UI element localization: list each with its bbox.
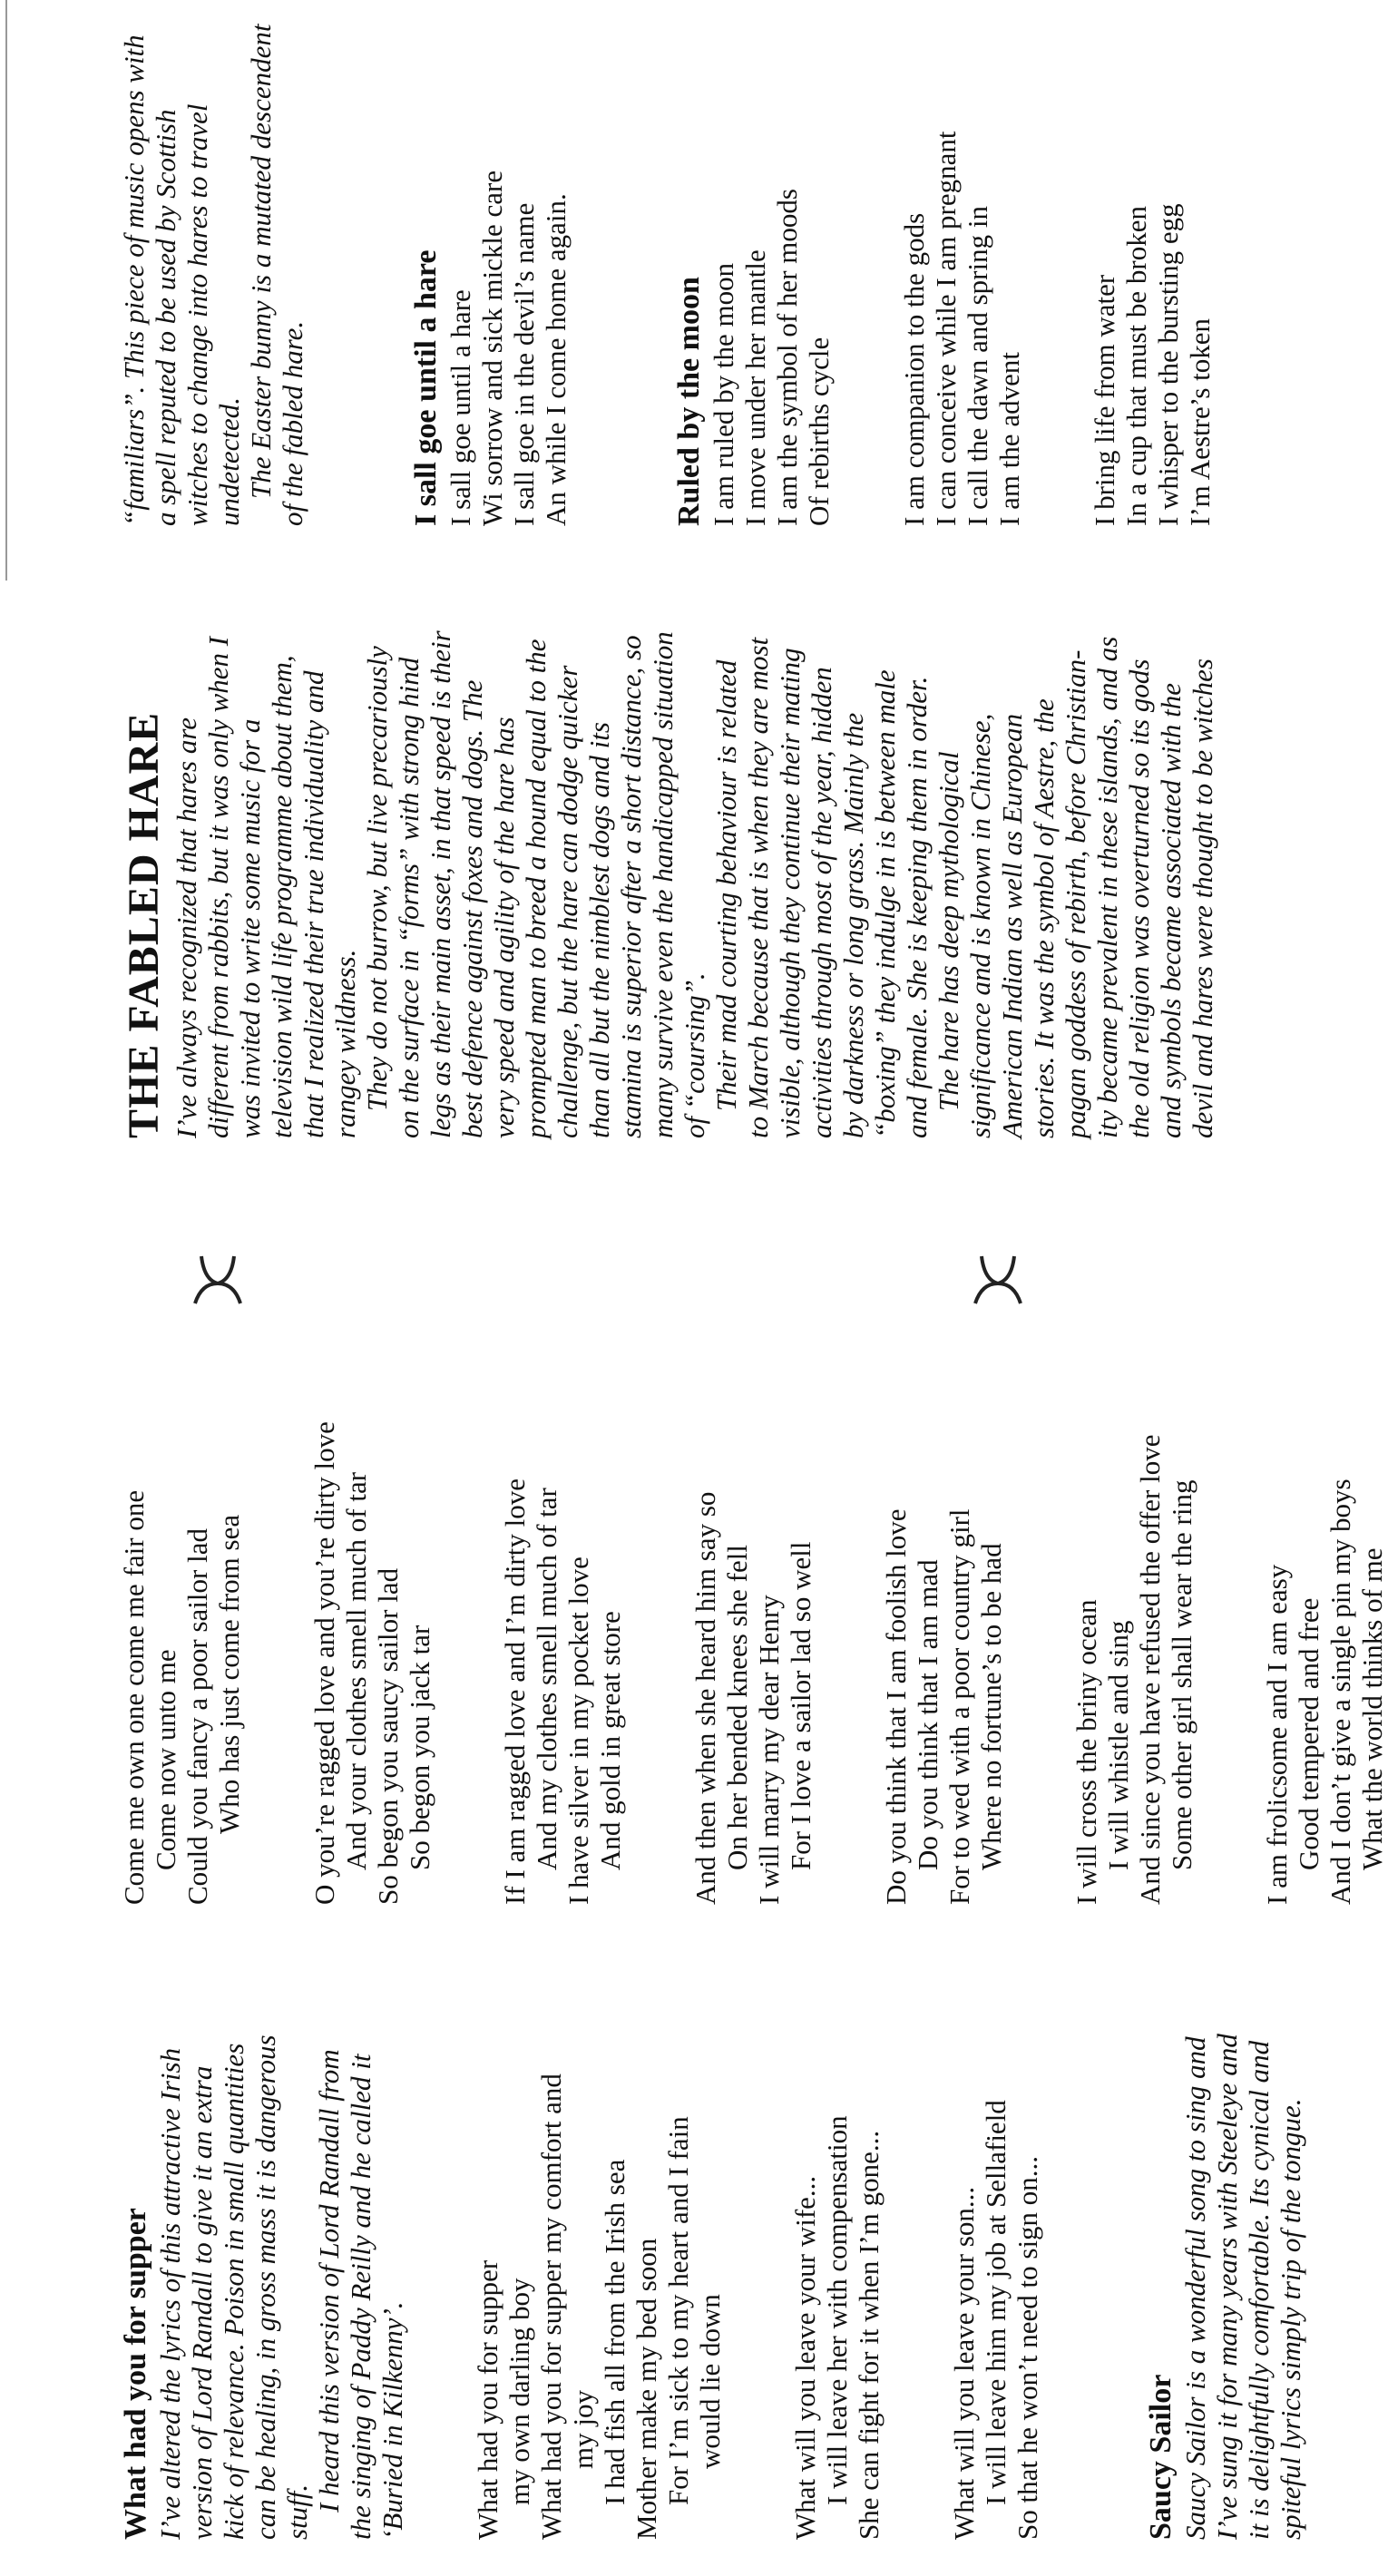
text-line: of “coursing”. — [679, 972, 710, 1138]
verse — [898, 0, 1025, 526]
text-line: Their mad courting behaviour is related — [710, 659, 742, 1111]
text-line: Who has just come from sea — [213, 1514, 245, 1834]
verse — [308, 1161, 435, 1905]
column-hare-spell — [118, 0, 1216, 526]
verse — [445, 0, 572, 526]
text-line: television wild life programme about them, — [266, 655, 298, 1138]
text-line: I whisper to the bursting egg — [1152, 203, 1184, 526]
text-line: activities through most of the year, hidden — [806, 667, 837, 1138]
column-saucy-sailor-lyrics — [118, 1161, 1388, 1905]
article-title: THE FABLED HARE — [120, 711, 168, 1138]
fold-mark — [971, 1247, 1025, 1311]
text-line: than all but the nimblest dogs and its — [583, 722, 615, 1138]
text-line: I will whistle and sing — [1102, 1620, 1134, 1870]
text-line: I heard this version of Lord Randall from — [313, 2049, 345, 2513]
text-line: different from rabbits, but it was only when I — [202, 636, 234, 1138]
text-line: What will you leave your wife... — [789, 2175, 821, 2540]
text-line: pagan goddess of rebirth, before Christian- — [1060, 649, 1091, 1138]
text-line: O you’re ragged love and you’re dirty love — [308, 1421, 340, 1905]
verse — [789, 2005, 885, 2540]
paragraph — [245, 0, 308, 526]
text-line: Mother make my bed soon — [630, 2238, 662, 2540]
text-line: Some other girl shall wear the ring — [1166, 1479, 1197, 1870]
text-line: Come now unto me — [150, 1649, 181, 1870]
text-line: Saucy Sailor is a wonderful song to sing and — [1179, 2036, 1211, 2540]
text-line: And since you have refused the offer love — [1134, 1434, 1166, 1905]
text-line: very speed and agility of the hare has — [488, 717, 520, 1138]
text-line: So begon you saucy sailor lad — [372, 1567, 404, 1905]
text-line: On her bended knees she fell — [721, 1545, 753, 1870]
song-title: Saucy Sailor — [1144, 2374, 1178, 2540]
text-line: best defence against foxes and dogs. The — [456, 679, 488, 1138]
text-line: the singing of Paddy Reilly and he called it — [345, 2054, 376, 2540]
paragraph — [118, 0, 245, 526]
scan-edge-line — [0, 0, 7, 581]
text-line: ity became prevalent in these islands, and as — [1091, 636, 1123, 1138]
text-line: spiteful lyrics simply trip of the tongue. — [1275, 2098, 1306, 2540]
text-line: American Indian as well as European — [996, 713, 1028, 1138]
text-line: Come me own one come me fair one — [118, 1489, 150, 1905]
text-line: In a cup that must be broken — [1120, 206, 1152, 526]
text-line: Do you think that I am foolish love — [880, 1508, 912, 1905]
text-line: And then when she heard him say so — [689, 1491, 721, 1905]
text-line: I’ve always recognized that hares are — [171, 717, 202, 1138]
text-line: was invited to write some music for a — [234, 718, 266, 1138]
column-lord-randall — [118, 2005, 1306, 2540]
text-line: An while I come home again. — [540, 193, 572, 526]
verse — [948, 2005, 1043, 2540]
text-line: version of Lord Randall to give it an extra — [186, 2065, 218, 2540]
text-line: ‘Buried in Kilkenny’. — [376, 2301, 408, 2540]
text-line: significance and is known in Chinese, — [964, 713, 996, 1138]
text-line: I’ve sung it for many years with Steeleye and — [1211, 2034, 1243, 2540]
text-line: witches to change into hares to travel — [181, 103, 213, 526]
text-line: many survive even the handicapped situation — [647, 631, 679, 1138]
text-line: What the world thinks of me — [1356, 1547, 1388, 1870]
text-line: Do you think that I am mad — [912, 1559, 943, 1870]
text-line: kick of relevance. Poison in small quantities — [218, 2043, 249, 2540]
text-line: I am frolicsome and I am easy — [1261, 1564, 1293, 1905]
text-line: What had you for supper my comfort and — [535, 2073, 567, 2540]
text-line: my joy — [567, 2390, 599, 2469]
text-line: to March because that is when they are most — [742, 637, 774, 1138]
text-line: devil and hares were thought to be witches — [1187, 659, 1218, 1138]
text-line: For I love a sailor lad so well — [785, 1541, 816, 1870]
text-line: would lie down — [694, 2294, 726, 2469]
text-line: legs as their main asset, in that speed is their — [425, 630, 456, 1138]
verse — [472, 2005, 726, 2540]
text-line: I am companion to the gods — [898, 212, 930, 526]
verse — [1261, 1161, 1388, 1905]
text-line: And my clothes smell much of tar — [531, 1488, 562, 1870]
text-line: And your clothes smell much of tar — [340, 1471, 372, 1870]
text-line: rangey wildness. — [329, 949, 361, 1138]
text-line: and symbols became associated with the — [1155, 683, 1187, 1138]
paragraph — [933, 558, 1218, 1138]
text-line: Wi sorrow and sick mickle care — [476, 170, 508, 526]
text-line: I will cross the briny ocean — [1070, 1599, 1102, 1905]
fold-mark — [191, 1247, 245, 1311]
paragraph — [361, 558, 710, 1138]
text-line: I am the symbol of her moods — [771, 189, 803, 526]
text-line: I move under her mantle — [739, 249, 771, 526]
verse — [1070, 1161, 1197, 1905]
intro-paragraph — [154, 2005, 313, 2540]
text-line: “boxing” they indulge in is between male — [869, 669, 901, 1138]
text-line: my own darling boy — [503, 2278, 535, 2505]
text-line: The hare has deep mythological — [933, 751, 964, 1111]
text-line: on the surface in “forms” with strong hind — [393, 657, 425, 1138]
text-line: challenge, but the hare can dodge quicker — [552, 665, 583, 1138]
text-line: I sall goe until a hare — [445, 289, 476, 526]
text-line: If I am ragged love and I’m dirty love — [499, 1478, 531, 1905]
verse — [1089, 0, 1216, 526]
text-line: prompted man to breed a hound equal to the — [520, 639, 552, 1138]
column-fabled-hare — [118, 558, 1218, 1138]
text-line: stuff. — [281, 2483, 313, 2540]
text-line: a spell reputed to be used by Scottish — [150, 109, 181, 526]
verse — [689, 1161, 816, 1905]
text-line: I am the advent — [993, 352, 1025, 526]
text-line: Could you fancy a poor sailor lad — [181, 1528, 213, 1905]
paragraph — [171, 558, 361, 1138]
song-title: I sall goe until a hare — [409, 249, 443, 526]
text-line: For I’m sick to my heart and I fain — [662, 2116, 694, 2505]
text-line: “familiars”. This piece of music opens with — [118, 34, 150, 526]
text-line: I will leave him my job at Sellafield — [980, 2100, 1012, 2505]
text-line: undetected. — [213, 396, 245, 526]
text-line: the old religion was overturned so its gods — [1123, 659, 1155, 1138]
text-line: Where no fortune’s to be had — [975, 1543, 1007, 1870]
text-line: I will leave her with compensation — [821, 2115, 853, 2505]
text-line: I’ve altered the lyrics of this attractive Irish — [154, 2047, 186, 2540]
text-line: And gold in great store — [594, 1611, 626, 1870]
text-line: So begon you jack tar — [404, 1625, 435, 1870]
song-title: Ruled by the moon — [672, 277, 706, 526]
text-line: I call the dawn and spring in — [962, 206, 993, 526]
text-line: What had you for supper — [472, 2259, 503, 2540]
text-line: can be healing, in gross mass it is dangerous — [249, 2034, 281, 2540]
paragraph — [710, 558, 933, 1138]
text-line: And I don’t give a single pin my boys — [1324, 1478, 1356, 1905]
text-line: Good tempered and free — [1293, 1597, 1324, 1870]
text-line: The Easter bunny is a mutated descendent — [245, 24, 277, 499]
text-line: They do not burrow, but live precariously — [361, 646, 393, 1111]
text-line: So that he won’t need to sign on... — [1012, 2155, 1043, 2540]
text-line: I can conceive while I am pregnant — [930, 131, 962, 526]
text-line: For to wed with a poor country girl — [943, 1508, 975, 1905]
verse — [708, 0, 835, 526]
text-line: and female. She is keeping them in order. — [901, 676, 933, 1138]
text-line: stories. It was the symbol of Aestre, the — [1028, 698, 1060, 1138]
text-line: I’m Aestre’s token — [1184, 317, 1216, 526]
verse — [499, 1161, 626, 1905]
text-line: Of rebirths cycle — [803, 337, 835, 526]
text-line: What will you leave your son... — [948, 2186, 980, 2540]
text-line: I have silver in my pocket love — [562, 1556, 594, 1905]
song-title: What had you for supper — [119, 2208, 152, 2540]
text-line: I had fish all from the Irish sea — [599, 2159, 630, 2505]
text-line: of the fabled hare. — [277, 320, 308, 526]
text-line: by darkness or long grass. Mainly the — [837, 712, 869, 1138]
intro-paragraph — [1179, 2005, 1306, 2540]
text-line: She can fight for it when I’m gone... — [853, 2130, 885, 2540]
text-line: that I realized their true individuality and — [298, 670, 329, 1138]
text-line: I will marry my dear Henry — [753, 1595, 785, 1905]
text-line: I am ruled by the moon — [708, 262, 739, 526]
text-line: visible, although they continue their mating — [774, 648, 806, 1138]
intro-paragraph-2 — [313, 2005, 408, 2540]
text-line: I sall goe in the devil’s name — [508, 202, 540, 526]
text-line: it is delightfully comfortable. Its cynical and — [1243, 2040, 1275, 2540]
text-line: I bring life from water — [1089, 274, 1120, 526]
text-line: stamina is superior after a short distance, so — [615, 635, 647, 1138]
